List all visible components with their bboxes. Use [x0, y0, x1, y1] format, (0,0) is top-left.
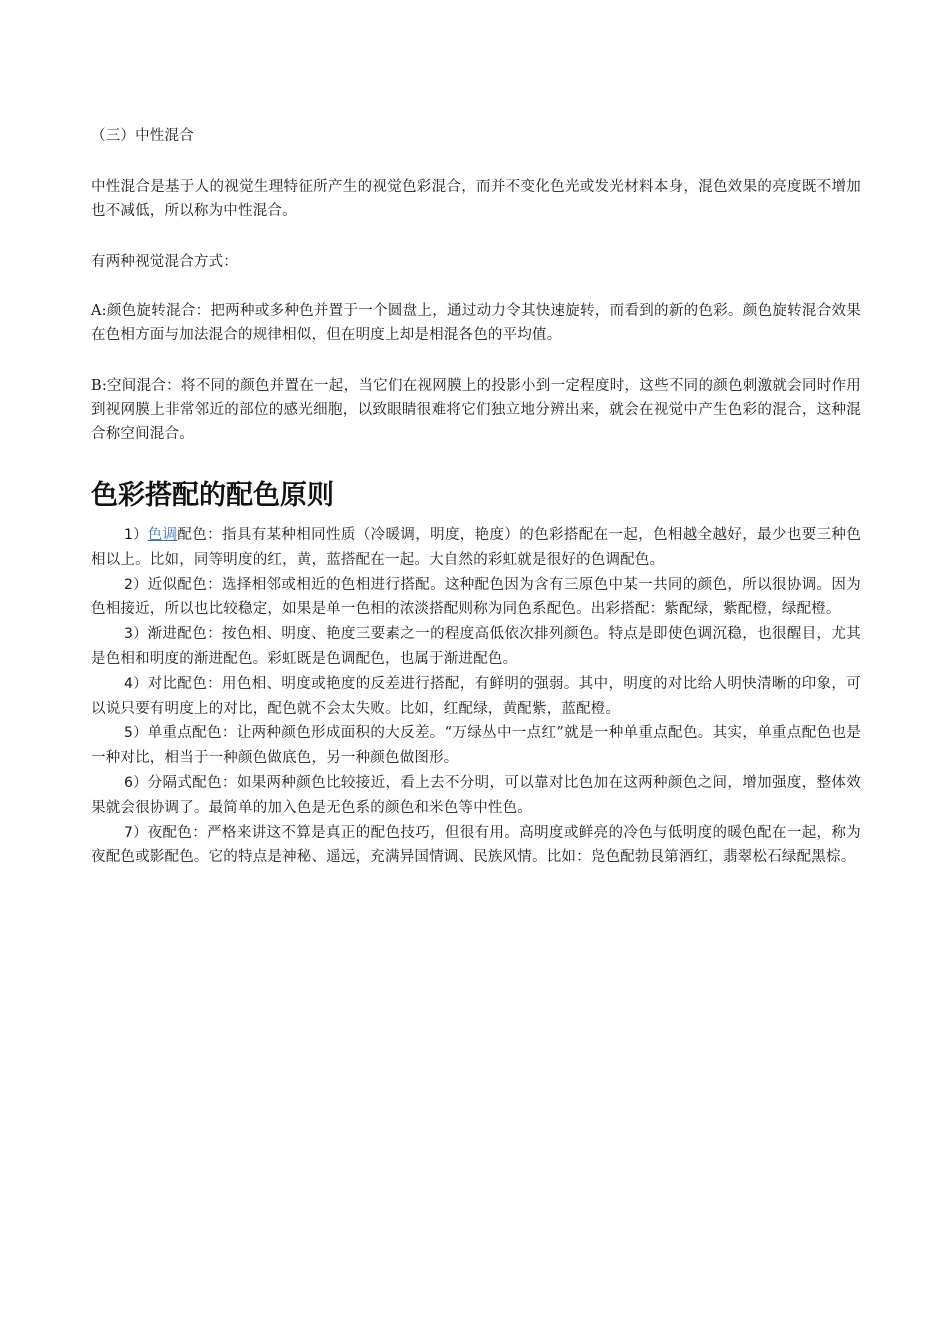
method-b-paragraph: B:空间混合：将不同的颜色并置在一起，当它们在视网膜上的投影小到一定程度时，这些不同的颜色刺激就会同时作用到视网膜上非常邻近的部位的感光细胞，以致眼睛很难将它们独立地分辨出来，就会在视觉中产生色彩的混合，这种混合称空间混合。: [91, 378, 861, 442]
rule-number: 4）: [124, 675, 148, 692]
rule-item-4: [91, 672, 861, 722]
rule-item-6: [91, 771, 861, 821]
color-tone-link[interactable]: 色调: [147, 527, 178, 543]
rule-number: 7）: [124, 824, 148, 841]
rule-text: 夜配色：严格来讲这不算是真正的配色技巧，但很有用。高明度或鲜亮的冷色与低明度的暖色配在一起，称为夜配色或影配色。它的特点是神秘、遥远，充满异国情调、民族风情。比如：凫色配勃艮第酒红，翡翠松石绿配黑棕。: [91, 824, 861, 866]
rule-number: 1）: [124, 527, 148, 543]
section-heading: （三）中性混合: [91, 128, 194, 144]
two-ways-paragraph: 有两种视觉混合方式：: [91, 254, 238, 270]
neutral-mixing-paragraph: 中性混合是基于人的视觉生理特征所产生的视觉色彩混合，而并不变化色光或发光材料本身，混色效果的亮度既不增加也不减低，所以称为中性混合。: [91, 179, 861, 219]
principles-list: [91, 523, 861, 870]
rule-text: 单重点配色：让两种颜色形成面积的大反差。“万绿丛中一点红”就是一种单重点配色。其实，单重点配色也是一种对比，相当于一种颜色做底色，另一种颜色做图形。: [91, 725, 862, 767]
rule-text: 近似配色：选择相邻或相近的色相进行搭配。这种配色因为含有三原色中某一共同的颜色，所以很协调。因为色相接近，所以也比较稳定，如果是单一色相的浓淡搭配则称为同色系配色。出彩搭配：紫配绿，紫配橙，绿配橙。: [91, 576, 861, 618]
rule-item-3: [91, 622, 861, 672]
rule-number: 3）: [124, 626, 148, 643]
rule-item-5: [91, 721, 861, 771]
rule-number: 6）: [124, 774, 148, 791]
rule-text: 对比配色：用色相、明度或艳度的反差进行搭配，有鲜明的强弱。其中，明度的对比给人明快清晰的印象，可以说只要有明度上的对比，配色就不会太失败。比如，红配绿，黄配紫，蓝配橙。: [91, 675, 861, 717]
rule-number: 5）: [124, 725, 148, 742]
rule-item-1: [91, 523, 861, 573]
rule-text: 渐进配色：按色相、明度、艳度三要素之一的程度高低依次排列颜色。特点是即使色调沉稳，也很醒目，尤其是色相和明度的渐进配色。彩虹既是色调配色，也属于渐进配色。: [91, 626, 861, 667]
rule-text: 配色：指具有某种相同性质（冷暖调，明度，艳度）的色彩搭配在一起，色相越全越好，最少也要三种色相以上。比如，同等明度的红，黄，蓝搭配在一起。大自然的彩虹就是很好的色调配色。: [91, 527, 861, 568]
rule-item-2: [91, 573, 861, 623]
rule-item-7: [91, 821, 861, 871]
rule-number: 2）: [124, 576, 148, 593]
rule-text: 分隔式配色：如果两种颜色比较接近，看上去不分明，可以靠对比色加在这两种颜色之间，增加强度，整体效果就会很协调了。最简单的加入色是无色系的颜色和米色等中性色。: [91, 774, 861, 816]
principles-title: 色彩搭配的配色原则: [91, 480, 334, 511]
method-a-paragraph: A:颜色旋转混合：把两种或多种色并置于一个圆盘上，通过动力令其快速旋转，而看到的新的色彩。颜色旋转混合效果在色相方面与加法混合的规律相似，但在明度上却是相混各色的平均值。: [91, 303, 861, 343]
